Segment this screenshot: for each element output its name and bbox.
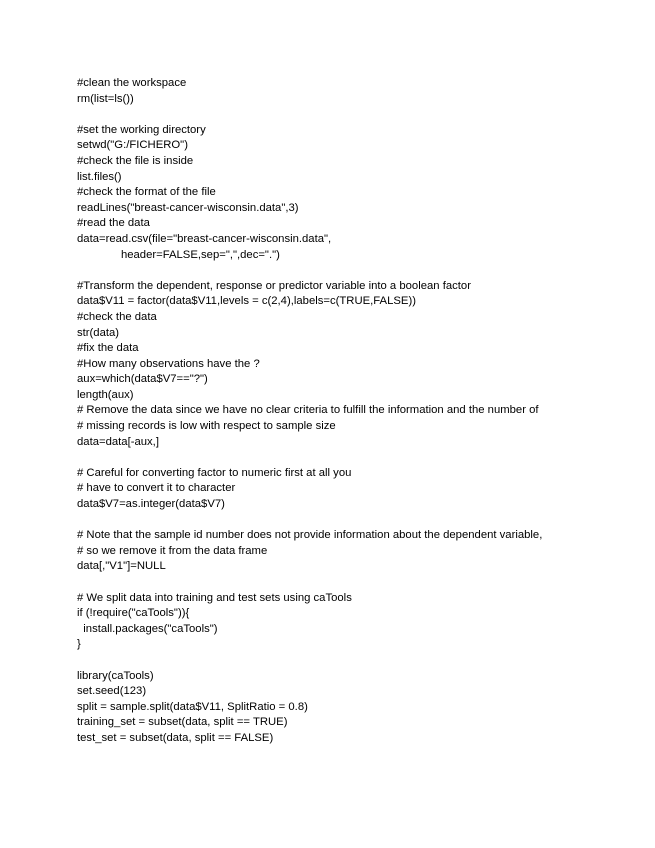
- code-line: #clean the workspace: [77, 77, 187, 89]
- code-line: set.seed(123): [77, 685, 147, 698]
- code-line: #check the format of the file: [77, 186, 216, 199]
- code-line: #read the data: [77, 217, 150, 230]
- code-line: data$V11 = factor(data$V11,levels = c(2,4),labels=c(TRUE,FALSE)): [77, 295, 416, 308]
- code-line: data=read.csv(file="breast-cancer-wisconsin.data",: [77, 232, 332, 245]
- r-script-text: [77, 76, 637, 747]
- code-line: [77, 653, 637, 669]
- code-line: install.packages("caTools"): [77, 622, 218, 635]
- code-line: }: [77, 638, 81, 651]
- code-line: #How many observations have the ?: [77, 357, 260, 370]
- code-line: training_set = subset(data, split == TRUE): [77, 716, 288, 729]
- code-line: data=data[-aux,]: [77, 435, 159, 448]
- code-line: [77, 575, 637, 591]
- code-line: split = sample.split(data$V11, SplitRatio = 0.8): [77, 700, 308, 713]
- code-line: #set the working directory: [77, 123, 206, 136]
- code-line: aux=which(data$V7=="?"): [77, 373, 208, 386]
- code-line: # so we remove it from the data frame: [77, 544, 268, 557]
- code-line: rm(list=ls()): [77, 92, 134, 105]
- code-line: if (!require("caTools")){: [77, 607, 190, 620]
- code-line: # Remove the data since we have no clear criteria to fulfill the information and the number of: [77, 404, 539, 417]
- code-line: #check the data: [77, 310, 157, 323]
- code-line: # We split data into training and test sets using caTools: [77, 591, 352, 604]
- code-line: # have to convert it to character: [77, 482, 236, 495]
- code-line: #fix the data: [77, 342, 139, 355]
- code-line: [77, 450, 637, 466]
- code-line: #Transform the dependent, response or predictor variable into a boolean factor: [77, 279, 471, 292]
- code-line: #check the file is inside: [77, 154, 194, 167]
- code-line: # Note that the sample id number does not provide information about the dependent variable,: [77, 529, 543, 542]
- code-line: # Careful for converting factor to numeric first at all you: [77, 466, 352, 479]
- code-line: length(aux): [77, 388, 134, 401]
- code-line: [77, 513, 637, 529]
- code-line: readLines("breast-cancer-wisconsin.data",3): [77, 201, 299, 214]
- code-line: header=FALSE,sep=",",dec="."): [77, 248, 280, 261]
- code-line: list.files(): [77, 170, 122, 183]
- code-line: # missing records is low with respect to sample size: [77, 420, 336, 433]
- code-line: [77, 263, 637, 279]
- code-line: data$V7=as.integer(data$V7): [77, 498, 225, 511]
- code-line: setwd("G:/FICHERO"): [77, 139, 188, 152]
- code-line: library(caTools): [77, 669, 154, 682]
- code-line: test_set = subset(data, split == FALSE): [77, 731, 274, 744]
- code-line: data[,"V1"]=NULL: [77, 560, 166, 573]
- code-line: [77, 107, 637, 123]
- code-line: str(data): [77, 326, 120, 339]
